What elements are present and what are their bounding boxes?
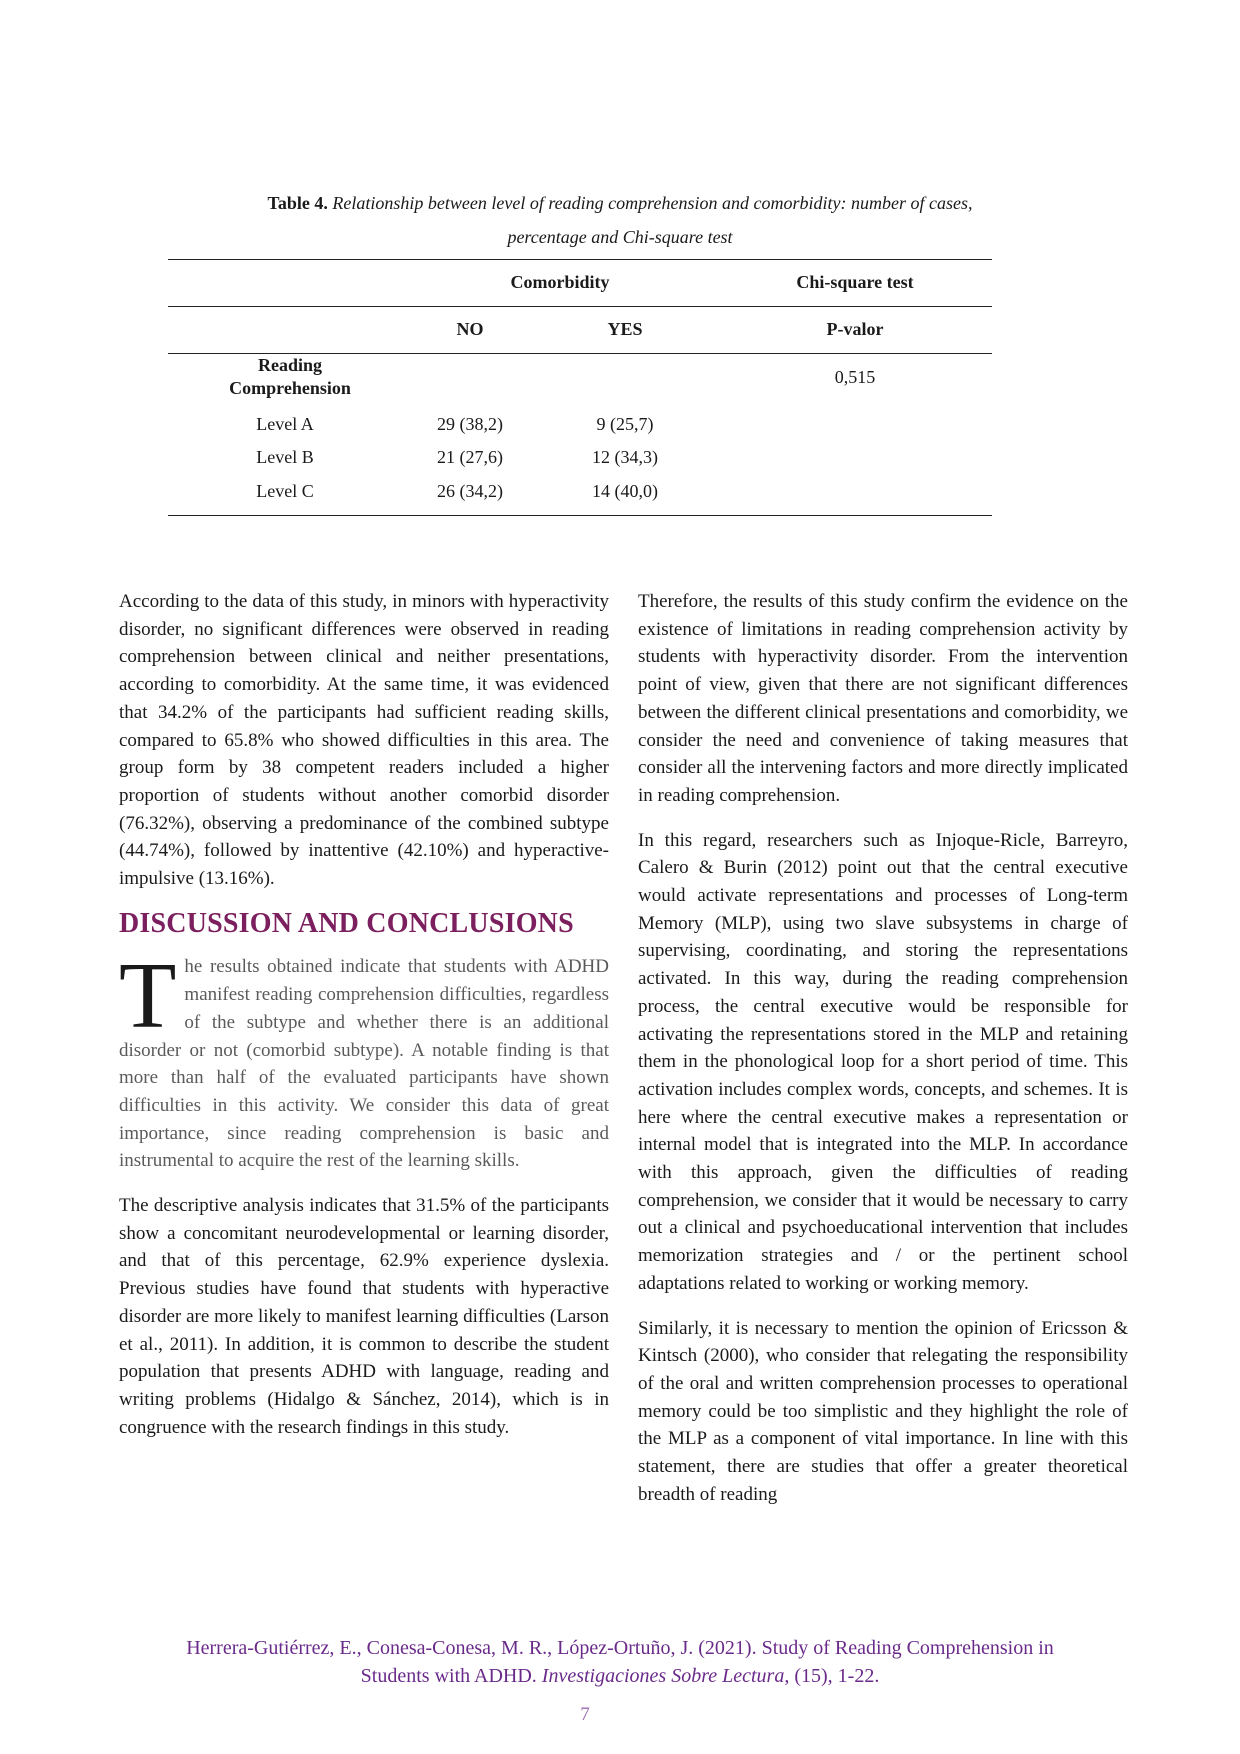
body-paragraph: In this regard, researchers such as Injoque-Ricle, Barreyro, Calero & Burin (2012) point out that the central executive would activate representations and processes of Long-term Memory (MLP), using two slave subsystems in charge of supervising, coordinating, and storing the representations activated. In this way, during the reading comprehension process, the central executive would be responsible for activating the representations stored in the MLP and retaining them in the phonological loop for a short period of time. This activation includes complex words, concepts, and schemes. It is here where the central executive makes a representation or internal model that is integrated into the MLP. In accordance with this approach, given the difficulties of reading comprehension, we consider that it would be necessary to carry out a clinical and psychoeducational intervention that includes memorization strategies and / or the pertinent school adaptations related to working or working memory.	[638, 829, 1128, 1294]
dropcap-letter: T	[119, 944, 177, 1049]
body-paragraph: Similarly, it is necessary to mention the opinion of Ericsson & Kintsch (2000), who consider that relegating the responsibility of the oral and written comprehension processes to operational memory could be too simplistic and they highlight the role of the MLP as a component of vital importance. In line with this statement, there are studies that offer a greater theoretical breadth of reading	[638, 1317, 1128, 1505]
table-bottom-rule	[168, 515, 992, 516]
cell-yes: 12 (34,3)	[592, 447, 658, 467]
footer-citation	[100, 1634, 1140, 1690]
table-top-rule	[168, 259, 992, 260]
page-number: 7	[580, 1704, 590, 1725]
subheader-no: NO	[456, 319, 484, 339]
body-paragraph: The descriptive analysis indicates that 31.5% of the participants show a concomitant neurodevelopmental or learning disorder, and that of this percentage, 62.9% experience dyslexia. Previous studies have found that students with hyperactive disorder are more likely to manifest learning difficulties (Larson et al., 2011). In addition, it is common to describe the student population that presents ADHD with language, reading and writing problems (Hidalgo & Sánchez, 2014), which is in congruence with the research findings in this study.	[119, 1195, 609, 1438]
table-caption	[170, 186, 1070, 254]
body-paragraph: According to the data of this study, in minors with hyperactivity disorder, no significant differences were observed in reading comprehension between clinical and neither presentations, according to comorbidity. At the same time, it was evidenced that 34.2% of the participants had sufficient reading skills, compared to 65.8% who showed difficulties in this area. The group form by 38 competent readers included a higher proportion of students without another comorbid disorder (76.32%), observing a predominance of the combined subtype (44.74%), followed by inattentive (42.10%) and hyperactive-impulsive (13.16%).	[119, 591, 609, 890]
dropcap-paragraph	[119, 944, 609, 1175]
row-group-label-2: Comprehension	[229, 378, 351, 398]
cell-yes: 9 (25,7)	[596, 414, 654, 434]
row-label: Level B	[256, 447, 314, 467]
p-value: 0,515	[834, 367, 876, 387]
cell-no: 26 (34,2)	[437, 481, 503, 501]
body-paragraph: Therefore, the results of this study confirm the evidence on the existence of limitations in reading comprehension activity by students with hyperactivity disorder. From the intervention point of view, given that there are not significant differences between the different clinical presentations and comorbidity, we consider the need and convenience of taking measures that consider all the intervening factors and more directly implicated in reading comprehension.	[638, 591, 1128, 806]
subheader-p-valor: P-valor	[826, 319, 884, 339]
table-caption-line1	[170, 186, 1070, 220]
citation-suffix: , (15), 1-22.	[784, 1665, 880, 1687]
citation-prefix: Students with ADHD.	[360, 1665, 542, 1687]
table-caption-text-1: Relationship between level of reading comprehension and comorbidity: number of cases,	[332, 193, 973, 213]
section-heading: DISCUSSION AND CONCLUSIONS	[119, 907, 574, 939]
cell-no: 21 (27,6)	[437, 447, 503, 467]
header-comorbidity: Comorbidity	[510, 272, 610, 292]
journal-name: Investigaciones Sobre Lectura	[541, 1665, 785, 1687]
row-label: Level C	[256, 481, 314, 501]
left-column	[119, 588, 609, 1458]
citation-line-2	[100, 1662, 1140, 1690]
dropcap-paragraph-text: he results obtained indicate that students with ADHD manifest reading comprehension difficulties, regardless of the subtype and whether there is an additional disorder or not (comorbid subtype). A notable finding is that more than half of the evaluated participants have shown difficulties in this activity. We consider this data of great importance, since reading comprehension is basic and instrumental to acquire the rest of the learning skills.	[119, 956, 609, 1172]
header-chi-square: Chi-square test	[796, 272, 914, 292]
row-group-label-1: Reading	[257, 355, 322, 375]
table-caption-text-2: percentage and Chi-square test	[507, 227, 733, 247]
citation-line-1: Herrera-Gutiérrez, E., Conesa-Conesa, M. R., López-Ortuño, J. (2021). Study of Reading Comprehension in	[186, 1637, 1054, 1659]
right-column	[638, 588, 1128, 1526]
subheader-yes: YES	[607, 319, 643, 339]
row-label: Level A	[256, 414, 314, 434]
cell-yes: 14 (40,0)	[592, 481, 658, 501]
cell-no: 29 (38,2)	[437, 414, 503, 434]
table-caption-label: Table 4.	[267, 193, 328, 213]
table-header-rule	[168, 306, 992, 307]
row-group-label	[190, 354, 390, 400]
